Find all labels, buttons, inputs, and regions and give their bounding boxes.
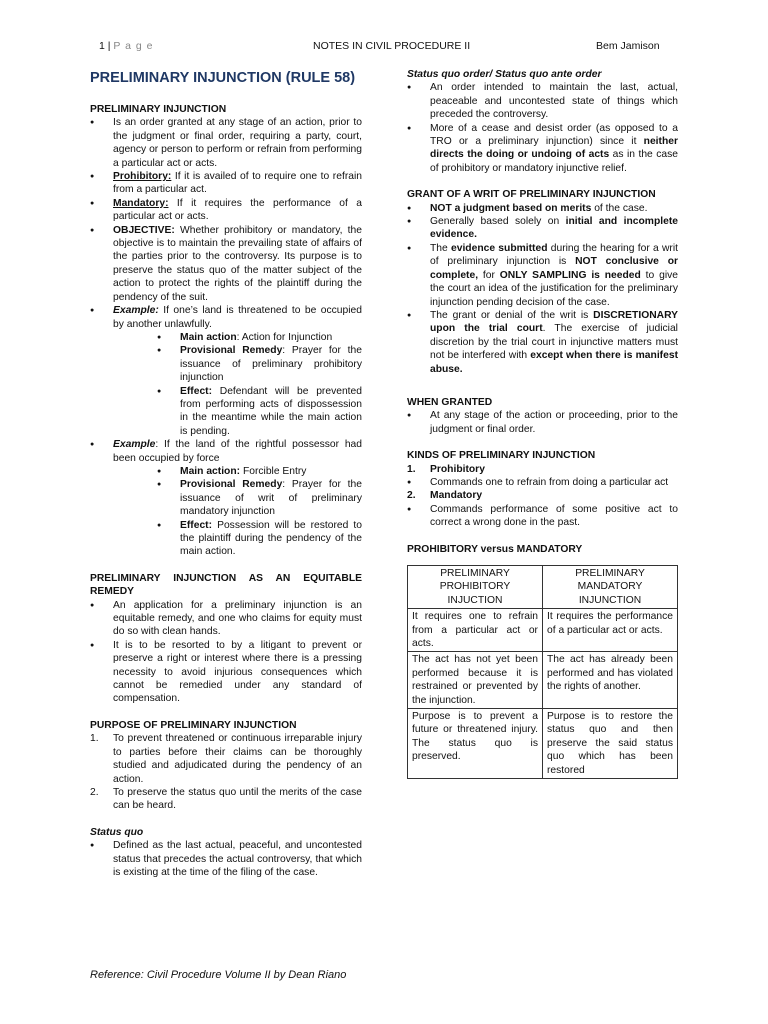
grant-list	[407, 202, 678, 376]
list-item: ● Commands one to refrain from doing a particular act	[407, 476, 678, 489]
table-header-row	[408, 566, 678, 609]
table-cell: The act has not yet been performed because it is restrained or prevented by the injunction.	[408, 652, 543, 709]
table-cell: Purpose is to restore the status quo and then preserve the said status quo which has been restored	[543, 709, 678, 779]
list-item: ● OBJECTIVE: Whether prohibitory or mandatory, the objective is to maintain the prevailing state of affairs of the parties prior to the controversy. Its purpose is to preserve the status quo of the matter subject of the action to protect the rights of the plaintiff during the pendency of the suit.	[90, 224, 362, 304]
status-quo-list	[90, 839, 362, 879]
list-item: ● Main action: Action for Injunction	[113, 331, 362, 344]
comparison-table	[407, 565, 678, 779]
kinds-list	[407, 463, 678, 530]
section-heading-equitable: PRELIMINARY INJUNCTION AS AN EQUITABLE REMEDY	[90, 572, 362, 598]
table-header-cell: PRELIMINARY MANDATORY INJUNCTION	[543, 566, 678, 609]
list-item: 1. To prevent threatened or continuous irreparable injury to parties before their claims can be thoroughly studied and adjudicated during the pendency of an action.	[90, 733, 362, 785]
page-number	[99, 40, 154, 54]
list-item: ● The grant or denial of the writ is DISCRETIONARY upon the trial court. The exercise of judicial discretion by the trial court in injunctive matters must not be interfered with except when there is manifest abuse.	[407, 309, 678, 376]
pi-list	[90, 116, 362, 558]
page-number-value: 1	[99, 40, 105, 52]
list-item: ● An order intended to maintain the last, actual, peaceable and uncontested state of things which preceded the controversy.	[407, 81, 678, 121]
equitable-list	[90, 599, 362, 706]
list-item: 2. Mandatory	[407, 490, 483, 502]
table-row	[408, 652, 678, 709]
list-item: ● Mandatory: If it requires the performance of a particular act or acts.	[90, 197, 362, 224]
status-quo-order-list	[407, 81, 678, 175]
list-item: ● An application for a preliminary injunction is an equitable remedy, and one who claims for equity must do so with clean hands.	[90, 599, 362, 639]
list-item: ● More of a cease and desist order (as opposed to a TRO or a preliminary injunction) since it neither directs the doing or undoing of acts as in the case of prohibitory or mandatory injunctive relief.	[407, 122, 678, 176]
list-item: ● Effect: Defendant will be prevented from performing acts of dispossession in the meantime while the main action is pending.	[113, 385, 362, 439]
list-item: ● Example: If one’s land is threatened to be occupied by another unlawfully. ● Main action: Action for Injunction ● Provisional Remedy: Prayer for the issuance of preliminary prohibitory injunction ● Effect: Defendant will be prevented from performing acts of dispossession in the meantime while the main action is pending.	[90, 304, 362, 438]
list-item: ● Defined as the last actual, peaceful, and uncontested status that precedes the actual controversy, that which is existing at the time of the filing of the case.	[90, 839, 362, 879]
list-item: 1. Prohibitory	[407, 463, 485, 475]
page-separator: |	[107, 40, 111, 52]
table-cell: Purpose is to prevent a future or threatened injury. The status quo is preserved.	[408, 709, 543, 779]
left-column	[90, 68, 362, 879]
section-heading-pi: PRELIMINARY INJUNCTION	[90, 104, 227, 115]
section-heading-status-quo: Status quo	[90, 826, 144, 838]
list-item: 2. To preserve the status quo until the merits of the case can be heard.	[90, 786, 362, 812]
list-item: ● Effect: Possession will be restored to the plaintiff during the pendency of the main action.	[113, 519, 362, 559]
list-item: ● Provisional Remedy: Prayer for the issuance of preliminary prohibitory injunction	[113, 344, 362, 384]
section-heading-when-granted: WHEN GRANTED	[407, 396, 493, 408]
table-cell: It requires one to refrain from a particular act or acts.	[408, 609, 543, 652]
section-heading-purpose: PURPOSE OF PRELIMINARY INJUNCTION	[90, 719, 297, 731]
list-item: ● Commands performance of some positive act to correct a wrong done in the past.	[407, 503, 678, 530]
table-row	[408, 609, 678, 652]
section-heading-grant: GRANT OF A WRIT OF PRELIMINARY INJUNCTION	[407, 189, 656, 201]
section-heading-status-quo-order: Status quo order/ Status quo ante order	[407, 69, 602, 80]
list-item: ● Is an order granted at any stage of an action, prior to the judgment or final order, requiring a party, court, agency or person to perform or refrain from performing a particular act or acts.	[90, 116, 362, 170]
list-item: ● The evidence submitted during the hearing for a writ of preliminary injunction is NOT conclusive or complete, for ONLY SAMPLING is needed to give the court an idea of the justification for the preliminary injunction pending decision of the case.	[407, 242, 678, 309]
list-item: ● At any stage of the action or proceeding, prior to the judgment or final order.	[407, 409, 678, 436]
table-cell: The act has already been performed and has violated the rights of another.	[543, 652, 678, 709]
list-item: ● Prohibitory: If it is availed of to require one to refrain from a particular act.	[90, 170, 362, 197]
list-item: ● NOT a judgment based on merits of the case.	[407, 202, 678, 215]
page-word: P a g e	[113, 40, 154, 52]
list-item: ● Example: If the land of the rightful possessor had been occupied by force ● Main action: Forcible Entry ● Provisional Remedy: Prayer for the issuance of writ of preliminary mandatory injunction ● Effect: Possession will be restored to the plaintiff during the pendency of the main action.	[90, 438, 362, 559]
section-heading-kinds: KINDS OF PRELIMINARY INJUNCTION	[407, 450, 596, 462]
list-item: ● Provisional Remedy: Prayer for the issuance of writ of preliminary mandatory injunction	[113, 478, 362, 518]
list-item: ● Main action: Forcible Entry	[113, 465, 362, 478]
list-item: ● It is to be resorted to by a litigant to prevent or preserve a right or interest where there is a pressing necessity to avoid injurious consequences which cannot be remedied under any standard of compensation.	[90, 639, 362, 706]
page-title: PRELIMINARY INJUNCTION (RULE 58)	[90, 70, 356, 86]
document-author: Bem Jamison	[596, 40, 660, 52]
when-granted-list	[407, 409, 678, 436]
list-item: ● Generally based solely on initial and incomplete evidence.	[407, 215, 678, 242]
table-cell: It requires the performance of a particular act or acts.	[543, 609, 678, 652]
right-column	[407, 68, 678, 779]
document-title: NOTES IN CIVIL PROCEDURE II	[313, 40, 471, 52]
section-heading-prohibitory-vs-mandatory: PROHIBITORY versus MANDATORY	[407, 543, 583, 555]
table-header-cell: PRELIMINARY PROHIBITORY INJUCTION	[408, 566, 543, 609]
purpose-list	[90, 732, 362, 812]
page-footer-reference: Reference: Civil Procedure Volume II by Dean Riano	[90, 969, 347, 981]
table-row	[408, 709, 678, 779]
